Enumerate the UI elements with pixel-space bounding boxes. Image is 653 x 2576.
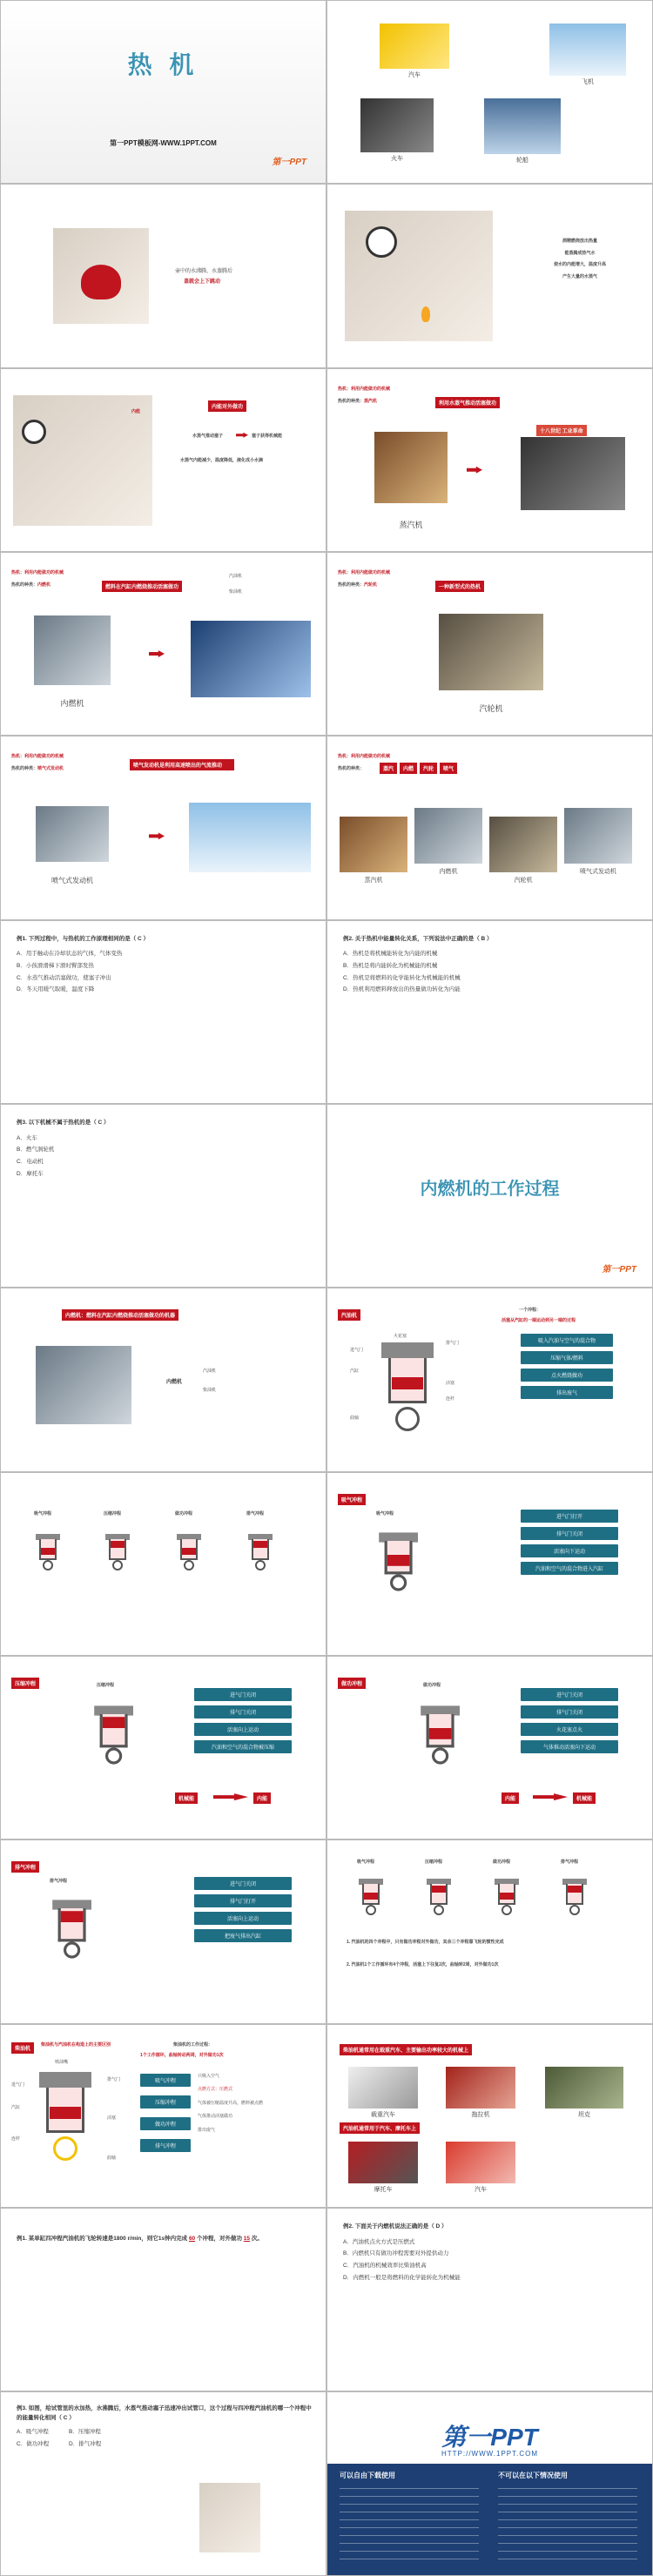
exhaust-flow-step: 把废气排出汽缸 <box>194 1929 292 1942</box>
gasoline-part: 排气门 <box>446 1341 460 1347</box>
tube2-tag: 内能 <box>131 408 141 414</box>
slide-ice2 <box>0 1288 326 1471</box>
diesel-flow <box>140 2074 191 2152</box>
jet-label: 喷气发动机是利用高速喷出的气流推动 <box>130 759 234 770</box>
intake-flow-step: 排气门关闭 <box>521 1527 618 1540</box>
ad-footer <box>327 2464 652 2574</box>
exhaust-flow-step: 进气门关闭 <box>194 1877 292 1890</box>
tube-flame <box>421 306 430 322</box>
diesel-flow-step: 排气冲程 <box>140 2139 191 2152</box>
jet-kind-label: 热机的种类： <box>11 766 38 772</box>
intake-flow-step: 进气门打开 <box>521 1510 618 1523</box>
steam-label: 利用水蒸气推动活塞做功 <box>435 397 500 408</box>
uses-image <box>348 2142 418 2183</box>
ice-engine-caption: 内燃机 <box>60 699 84 709</box>
summary-item: 内燃 <box>400 763 417 774</box>
ship-caption: 轮船 <box>516 158 528 164</box>
stroke-engine <box>175 1530 203 1570</box>
slide-ice <box>0 552 326 736</box>
slide-jet <box>0 736 326 919</box>
slide-q5 <box>326 2208 653 2391</box>
compress-flow <box>194 1688 292 1753</box>
power-flow-step: 进气门关闭 <box>521 1688 618 1701</box>
q4-mid: 个冲程，对外做功 <box>196 2236 242 2243</box>
intake-flow-step: 汽油和空气的混合物进入汽缸 <box>521 1562 618 1575</box>
q1-option: A．用手触动在冷却状态的气体，气体变热 <box>17 951 123 958</box>
intake-flow <box>521 1510 618 1575</box>
slide-cover <box>0 0 326 184</box>
diesel-note: 排出废气 <box>198 2127 216 2133</box>
plane-image <box>549 24 626 76</box>
q3-option: D．摩托车 <box>17 1170 44 1177</box>
compress-to: 内能 <box>253 1792 271 1804</box>
q5-option: C．汽油机的机械效率比柴油机高 <box>343 2263 427 2270</box>
slide-summary <box>326 736 653 919</box>
cycle-note-2: 2. 汽油机1个工作循环有4个冲程，活塞上下往复2次，曲轴转2周，对外做功1次 <box>347 1962 499 1968</box>
slide-q3 <box>0 1104 326 1288</box>
cover-logo: 第一PPT <box>272 158 306 167</box>
diesel-piston <box>50 2107 81 2119</box>
steam-kind-value: 蒸汽机 <box>364 398 378 404</box>
uses-caption: 汽车 <box>475 2186 487 2193</box>
slide-turbine <box>326 552 653 736</box>
airliner-image <box>189 803 311 872</box>
slide-power <box>326 1656 653 1840</box>
steam-kind-label: 热机的种类： <box>338 398 365 404</box>
steam-engine-caption: 蒸汽机 <box>399 520 423 529</box>
gasoline-part: 汽缸 <box>350 1369 360 1375</box>
diesel-part: 曲轴 <box>107 2155 117 2161</box>
tube2-c: 水蒸气内能减少，温度降低，液化成小水滴 <box>180 457 264 463</box>
intake-flow-step: 活塞向下运动 <box>521 1544 618 1557</box>
q1-option: C．水蒸气推动活塞做功，使塞子冲出 <box>17 974 111 981</box>
ship-image <box>484 98 561 154</box>
slide-intake <box>326 1472 653 1656</box>
slide-tube2 <box>0 368 326 552</box>
cycle-note-1: 1. 汽油机的四个冲程中，只有做功冲程对外做功，其余三个冲程靠飞轮的惯性完成 <box>347 1940 504 1946</box>
q6-figure <box>199 2483 260 2552</box>
tube2-label: 内能对外做功 <box>208 400 246 412</box>
q6-stem: 例3. 如图，给试管里的水加热，水沸腾后，水蒸气推动塞子迅速冲出试管口，这个过程与四冲程汽油机的哪一个冲程中的能量转化相同（ C ） <box>17 2405 312 2421</box>
kettle-text-1: 壶中的水沸腾，水蒸腾后 <box>175 269 233 275</box>
cover-title: 热 机 <box>127 51 199 78</box>
cycle-engine <box>425 1875 453 1915</box>
turbine-kind-label: 热机的种类： <box>338 582 365 589</box>
slide-diesel <box>0 2024 326 2208</box>
exhaust-flow-step: 活塞向上运动 <box>194 1912 292 1925</box>
ice-engine-image <box>34 615 111 685</box>
diesel-part: 活塞 <box>107 2115 117 2121</box>
cycle-name: 压缩冲程 <box>425 1860 443 1866</box>
q2-option: C．热机是将燃料的化学能转化为机械能的机械 <box>343 974 461 981</box>
gasoline-part: 火花塞 <box>394 1334 407 1340</box>
summary-caption: 内燃机 <box>439 869 458 876</box>
compress-flow-step: 活塞向上运动 <box>194 1723 292 1736</box>
uses-image <box>446 2142 515 2183</box>
q6-option: D．排气冲程 <box>69 2440 102 2447</box>
stroke-engine <box>246 1530 274 1570</box>
diesel-note: 气体推动活塞做功 <box>198 2114 233 2120</box>
ad-url[interactable]: HTTP://WWW.1PPT.COM <box>441 2450 538 2458</box>
q5-option: B．内燃机只有做功冲程需要对外提供动力 <box>343 2250 449 2257</box>
cycle-name: 做功冲程 <box>493 1860 511 1866</box>
cycle-name: 吸气冲程 <box>357 1860 375 1866</box>
train-image <box>360 98 434 152</box>
ice-kind-value: 内燃机 <box>37 582 51 589</box>
uses-caption: 拖拉机 <box>471 2111 490 2118</box>
power-label: 做功冲程 <box>338 1678 366 1689</box>
q2-option: D．热机利用燃料释放出的热量做功转化为内能 <box>343 986 461 993</box>
uses-image <box>348 2067 418 2109</box>
q1 <box>17 933 313 996</box>
turbine-heading: 热机：利用内能做功的机械 <box>338 570 391 576</box>
power-engine <box>418 1700 462 1765</box>
gasoline-part: 进气门 <box>350 1348 364 1354</box>
q4-blank-1: 60 <box>188 2236 196 2243</box>
ice2-branch-2: 柴油机 <box>203 1388 217 1394</box>
uses-image <box>446 2067 515 2109</box>
slide-tube <box>326 184 653 367</box>
diesel-sub: 柴油机与汽油机在构造上的主要区别 <box>41 2041 111 2048</box>
q1-stem: 例1. 下列过程中，与热机的工作原理相同的是（ C ） <box>17 935 150 942</box>
train-caption: 火车 <box>391 156 403 162</box>
ad-left-title: 可以自由下载使用 <box>340 2472 395 2480</box>
uses-label-2: 汽油机通常用于汽车、摩托车上 <box>340 2122 420 2134</box>
turbine-image <box>439 614 543 690</box>
summary-item: 蒸汽 <box>380 763 397 774</box>
stroke-name: 做功冲程 <box>175 1510 193 1517</box>
diesel-part: 进气门 <box>11 2082 25 2088</box>
kettle-shape <box>81 265 121 299</box>
ad-right-lines <box>498 2488 637 2566</box>
compress-stroke: 压缩冲程 <box>97 1683 115 1689</box>
tube-image <box>345 211 493 341</box>
ad-logo: 第一PPT <box>441 2424 538 2452</box>
turbine-label: 一种新型式的热机 <box>435 581 484 592</box>
jet-heading: 热机：利用内能做功的机械 <box>11 754 64 760</box>
compress-label: 压缩冲程 <box>11 1678 39 1689</box>
slide-q6 <box>0 2391 326 2575</box>
tube-line-2: 能蒸腾成热气水 <box>564 250 596 256</box>
turbine-kind-value: 汽轮机 <box>364 582 378 589</box>
q6 <box>17 2404 313 2450</box>
tube2-arrow <box>236 433 248 438</box>
q3-option: C．电动机 <box>17 1158 44 1165</box>
gasoline-label: 汽油机 <box>338 1309 360 1321</box>
compress-engine <box>91 1700 136 1765</box>
ice2-branch-1: 汽油机 <box>203 1369 217 1375</box>
summary-image-1 <box>340 817 407 872</box>
stroke-name: 排气冲程 <box>246 1510 265 1517</box>
jet-kind <box>11 766 64 773</box>
diesel-note: 点燃方式：压燃式 <box>198 2087 233 2093</box>
plane-caption: 飞机 <box>582 79 594 85</box>
diesel-note: 只吸入空气 <box>198 2073 220 2079</box>
turbine-caption: 汽轮机 <box>479 704 503 714</box>
slide-q2 <box>326 920 653 1104</box>
stroke-name: 吸气冲程 <box>34 1510 52 1517</box>
ice-kind-label: 热机的种类： <box>11 582 38 589</box>
intake-stroke: 吸气冲程 <box>376 1510 394 1517</box>
summary-heading: 热机：利用内能做功的机械 <box>338 754 391 760</box>
slide-steam <box>326 368 653 552</box>
q4-blank-2: 15 <box>243 2236 251 2243</box>
power-to: 机械能 <box>573 1792 596 1804</box>
power-flow-step: 火花塞点火 <box>521 1723 618 1736</box>
q5-option: D．内燃机一般是将燃料的化学能转化为机械能 <box>343 2274 461 2281</box>
gasoline-part: 活塞 <box>446 1381 455 1387</box>
diesel-flow-step: 做功冲程 <box>140 2117 191 2130</box>
power-flow <box>521 1688 618 1753</box>
diesel-part: 汽缸 <box>11 2104 21 2110</box>
uses-caption: 摩托车 <box>374 2186 393 2193</box>
diesel-part: 排气门 <box>107 2076 121 2082</box>
ice-branch-2: 柴油机 <box>229 589 243 595</box>
tube-lines <box>519 239 641 280</box>
stroke-name: 压缩冲程 <box>104 1510 122 1517</box>
kettle-text-2: 盖就会上下跳动 <box>184 279 221 286</box>
uses-image <box>545 2067 623 2109</box>
q1-option: B．小孩滑滑梯下滑时臀部发热 <box>17 963 94 969</box>
cycle-engine <box>357 1875 385 1915</box>
uses-label-1: 柴油机通常用在载重汽车、主要输出功率较大的机械上 <box>340 2044 472 2055</box>
slide-section <box>326 1104 653 1288</box>
power-from: 内能 <box>502 1792 519 1804</box>
slide-strokes <box>0 1472 326 1656</box>
ice-kind <box>11 582 50 589</box>
compress-arrow <box>213 1793 248 1800</box>
q1-option: D．冬天用暖气取暖，温度下降 <box>17 986 95 993</box>
uses-caption: 坦克 <box>578 2111 590 2118</box>
diesel-crank <box>53 2136 77 2161</box>
diesel-notes <box>198 2074 320 2135</box>
q4 <box>17 2233 313 2245</box>
diesel-part: 喷油嘴 <box>55 2059 69 2065</box>
jet-kind-value: 喷气式发动机 <box>37 766 64 772</box>
steam-era: 十八世纪 工业革命 <box>536 425 587 436</box>
cover-site: 第一PPT模板网-WWW.1PPT.COM <box>110 139 217 147</box>
diesel-flow-step: 吸气冲程 <box>140 2074 191 2087</box>
cycle-name: 排气冲程 <box>561 1860 579 1866</box>
q2 <box>343 933 640 996</box>
tube2-b: 塞子获得机械能 <box>252 433 283 439</box>
summary-item: 喷气 <box>440 763 457 774</box>
gasoline-head <box>381 1342 434 1358</box>
exhaust-engine <box>50 1894 94 1959</box>
exhaust-label: 排气冲程 <box>11 1861 39 1873</box>
slide-gasoline <box>326 1288 653 1471</box>
tube-line-4: 产生大量的水蒸气 <box>562 273 597 279</box>
turbine-kind <box>338 582 377 589</box>
ice-arrow <box>149 650 165 657</box>
ice-heading: 热机：利用内能做功的机械 <box>11 570 64 576</box>
intake-engine <box>376 1527 421 1591</box>
power-stroke: 做功冲程 <box>423 1683 441 1689</box>
q3-option: A．火车 <box>17 1134 37 1141</box>
slide-q1 <box>0 920 326 1104</box>
summary-items <box>380 763 457 774</box>
gasoline-piston <box>392 1377 423 1389</box>
q3-option: B．燃气涡轮机 <box>17 1147 55 1153</box>
stroke-engine <box>104 1530 131 1570</box>
slide-cycle <box>326 1840 653 2023</box>
slide-uses <box>326 2024 653 2208</box>
gasoline-flow-step: 点火燃烧做功 <box>521 1369 613 1382</box>
gasoline-crank <box>395 1407 420 1431</box>
exhaust-flow-step: 排气门打开 <box>194 1894 292 1907</box>
gasoline-desc: 活塞从汽缸的一端运动到另一端的过程 <box>502 1318 576 1324</box>
summary-item: 汽轮 <box>420 763 437 774</box>
slide-compress <box>0 1656 326 1840</box>
diesel-label: 柴油机 <box>11 2042 34 2054</box>
intake-label: 吸气冲程 <box>338 1494 366 1505</box>
gasoline-flow <box>521 1334 613 1399</box>
exhaust-stroke: 排气冲程 <box>50 1879 68 1885</box>
summary-image-3 <box>489 817 557 872</box>
stroke-engine <box>34 1530 62 1570</box>
ad-right-title: 不可以在以下情况使用 <box>498 2472 568 2480</box>
suv-image <box>191 621 311 697</box>
exhaust-flow <box>194 1877 292 1942</box>
car-image <box>380 24 449 69</box>
q2-option: A．热机是将机械能转化为内能的机械 <box>343 951 438 958</box>
compress-flow-step: 排气门关闭 <box>194 1705 292 1718</box>
steam-engine-image <box>374 432 448 503</box>
diesel-title: 柴油机的工作过程： <box>173 2041 213 2048</box>
slide-vehicles <box>326 0 653 184</box>
cycle-engine <box>493 1875 521 1915</box>
section-title: 内燃机的工作过程 <box>420 1180 560 1200</box>
ice-label: 燃料在汽缸内燃烧推动活塞做功 <box>102 581 182 592</box>
gasoline-flow-step: 吸入汽油与空气的混合物 <box>521 1334 613 1347</box>
q2-option: B．热机是将内能转化为机械能的机械 <box>343 963 438 969</box>
gasoline-part: 连杆 <box>446 1396 455 1402</box>
ice2-name: 内燃机 <box>166 1380 183 1386</box>
summary-caption: 蒸汽机 <box>364 878 383 884</box>
power-arrow <box>533 1793 568 1800</box>
summary-caption: 汽轮机 <box>514 878 533 884</box>
ice2-label: 内燃机：燃料在汽缸内燃烧推动活塞做功的机器 <box>62 1309 178 1321</box>
section-logo: 第一PPT <box>602 1265 636 1275</box>
steam-arrow <box>467 467 482 474</box>
industry-image <box>521 437 625 510</box>
compress-flow-step: 进气门关闭 <box>194 1688 292 1701</box>
slide-exhaust <box>0 1840 326 2023</box>
car-caption: 汽车 <box>408 72 421 78</box>
q4-stem: 例1. 某单缸四冲程汽油机的飞轮转速是1800 r/min，则它1s钟内完成 <box>17 2236 188 2243</box>
diesel-flow-step: 压缩冲程 <box>140 2095 191 2109</box>
slide-q4 <box>0 2208 326 2391</box>
q5-stem: 例2. 下面关于内燃机说法正确的是（ D ） <box>343 2223 448 2230</box>
summary-caption: 喷气式发动机 <box>580 869 616 876</box>
tube-line-1: 酒精燃烧放出热量 <box>562 239 597 245</box>
gasoline-flow-step: 排出废气 <box>521 1386 613 1399</box>
gasoline-part: 曲轴 <box>350 1416 360 1422</box>
jet-engine-image <box>36 806 109 862</box>
diesel-diagram <box>30 2072 100 2168</box>
q2-stem: 例2. 关于热机中能量转化关系，下列说法中正确的是（ B ） <box>343 935 493 942</box>
q4-text <box>17 2233 313 2245</box>
q3 <box>17 1117 313 1180</box>
steam-heading: 热机：利用内能做功的机械 <box>338 386 391 392</box>
diesel-part: 连杆 <box>11 2135 21 2142</box>
jet-arrow <box>149 832 165 839</box>
tube2-clock <box>22 420 46 444</box>
gasoline-title: 一个冲程： <box>519 1308 542 1314</box>
q4-end: 次。 <box>251 2236 263 2243</box>
diesel-desc: 1个工作循环，曲轴转动两周，对外做功1次 <box>140 2052 224 2058</box>
summary-image-4 <box>564 808 632 864</box>
summary-kind: 热机的种类： <box>338 766 365 772</box>
steam-kind <box>338 399 377 406</box>
gasoline-diagram <box>373 1342 442 1438</box>
ice-branch-1: 汽油机 <box>229 574 243 580</box>
q6-option: C．做功冲程 <box>17 2440 50 2447</box>
gasoline-flow-step: 压缩气体/燃料 <box>521 1351 613 1364</box>
tube2-a: 水蒸气推动塞子 <box>192 433 224 439</box>
power-flow-step: 排气门关闭 <box>521 1705 618 1718</box>
uses-caption: 载重汽车 <box>371 2111 395 2118</box>
ad-left-lines <box>340 2488 479 2566</box>
q5-option: A．汽油机点火方式是压燃式 <box>343 2238 415 2245</box>
diesel-head <box>39 2072 91 2088</box>
diesel-note: 气体被压缩温度升高，燃料被点燃 <box>198 2100 264 2106</box>
slide-ad <box>326 2391 653 2575</box>
q6-option: B．压缩冲程 <box>69 2429 101 2436</box>
compress-flow-step: 汽油和空气的混合物被压缩 <box>194 1740 292 1753</box>
jet-engine-caption: 喷气式发动机 <box>51 877 93 885</box>
cycle-engine <box>561 1875 589 1915</box>
summary-image-2 <box>414 808 482 864</box>
q6-option: A．吸气冲程 <box>17 2429 49 2436</box>
power-flow-step: 气体推动活塞向下运动 <box>521 1740 618 1753</box>
q5 <box>343 2221 640 2283</box>
tube-line-3: 使水的内能增大，温度升高 <box>553 262 606 268</box>
q3-stem: 例3. 以下机械不属于热机的是（ C ） <box>17 1120 110 1127</box>
compress-from: 机械能 <box>175 1792 198 1804</box>
slide-kettle <box>0 184 326 367</box>
ice2-engine-image <box>36 1346 131 1424</box>
q6-options <box>17 2426 121 2450</box>
